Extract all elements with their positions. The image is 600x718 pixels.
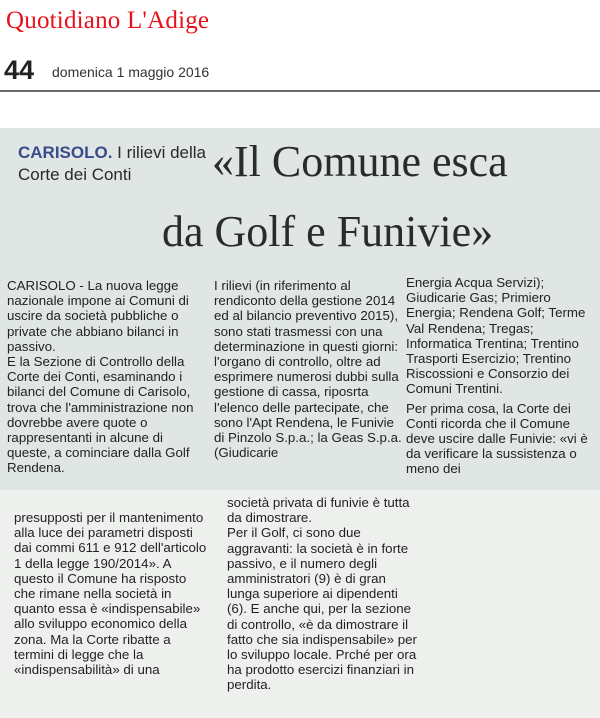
column-3-paragraph-1: Energia Acqua Servizi); Giudicarie Gas; Primiero Energia; Rendena Golf; Terme Val Rendena; Tregas; Informatica Trentina; Trentino Trasporti Esercizio; Trentino Riscossioni e Consorzio dei Comuni Trentini. [406, 275, 586, 397]
kicker-place: CARISOLO. [18, 143, 113, 162]
column-5-paragraph-2: Per il Golf, ci sono due aggravanti: la società è in forte passivo, e il numero degli amministratori (9) è di gran lunga superiore ai dipendenti (6). E anche qui, per la sezione di controllo, «è da dimostrare il fatto che sia indispensabile» per lo sviluppo locale. Prché per ora ha prodotto esercizi finanziari in perdita. [227, 525, 417, 693]
page-number: 44 [4, 55, 35, 85]
article-column-3 [406, 275, 598, 477]
header-rule [0, 90, 600, 92]
article-column-1 [7, 278, 199, 476]
column-1-paragraph-1: CARISOLO - La nuova legge nazionale impone ai Comuni di uscire da società pubbliche o private che abbiano bilanci in passivo. [7, 278, 189, 354]
article-column-5 [227, 495, 419, 693]
kicker-text: I rilievi della Corte dei Conti [18, 143, 206, 184]
headline-line-1: «Il Comune esca [212, 137, 508, 186]
article-column-4 [14, 510, 210, 677]
column-4-paragraph-1: presupposti per il mantenimento alla luce dei parametri disposti dai commi 611 e 912 dell'articolo 1 della legge 190/2014». A questo il Comune ha risposto che rimane nella società in quanto essa è «indispensabile» allo sviluppo economico della zona. Ma la Corte ribatte a termini di legge che la «indispensabilità» di una [14, 510, 207, 678]
column-2-paragraph-1: I rilievi (in riferimento al rendiconto della gestione 2014 ed al bilancio preventivo 2015), sono stati trasmessi con una determinazione in questi giorni: l'organo di controllo, oltre ad esprimere numerosi dubbi sulla gestione di cassa, riposrta l'elenco delle partecipate, che sono l'Apt Rendena, le Funivie di Pinzolo S.p.a.; la Geas S.p.a. (Giudicarie [214, 278, 402, 461]
article-clipping [0, 128, 600, 718]
article-kicker [18, 142, 208, 186]
headline-line-2: da Golf e Funivie» [162, 207, 494, 256]
page-header [0, 55, 600, 95]
article-column-2 [214, 278, 402, 460]
page-date: domenica 1 maggio 2016 [52, 64, 210, 80]
masthead-title: Quotidiano L'Adige [6, 7, 210, 34]
column-1-paragraph-2: E la Sezione di Controllo della Corte dei Conti, esaminando i bilanci del Comune di Carisolo, trova che l'amministrazione non dovrebbe avere quote o rappresentanti in alcune di queste, a cominciare dalla Golf Rendena. [7, 354, 194, 476]
column-3-paragraph-2: Per prima cosa, la Corte dei Conti ricorda che il Comune deve uscire dalle Funivie: «vi è da verificare la sussistenza o meno dei [406, 400, 588, 477]
column-5-paragraph-1: società privata di funivie è tutta da dimostrare. [227, 495, 410, 526]
